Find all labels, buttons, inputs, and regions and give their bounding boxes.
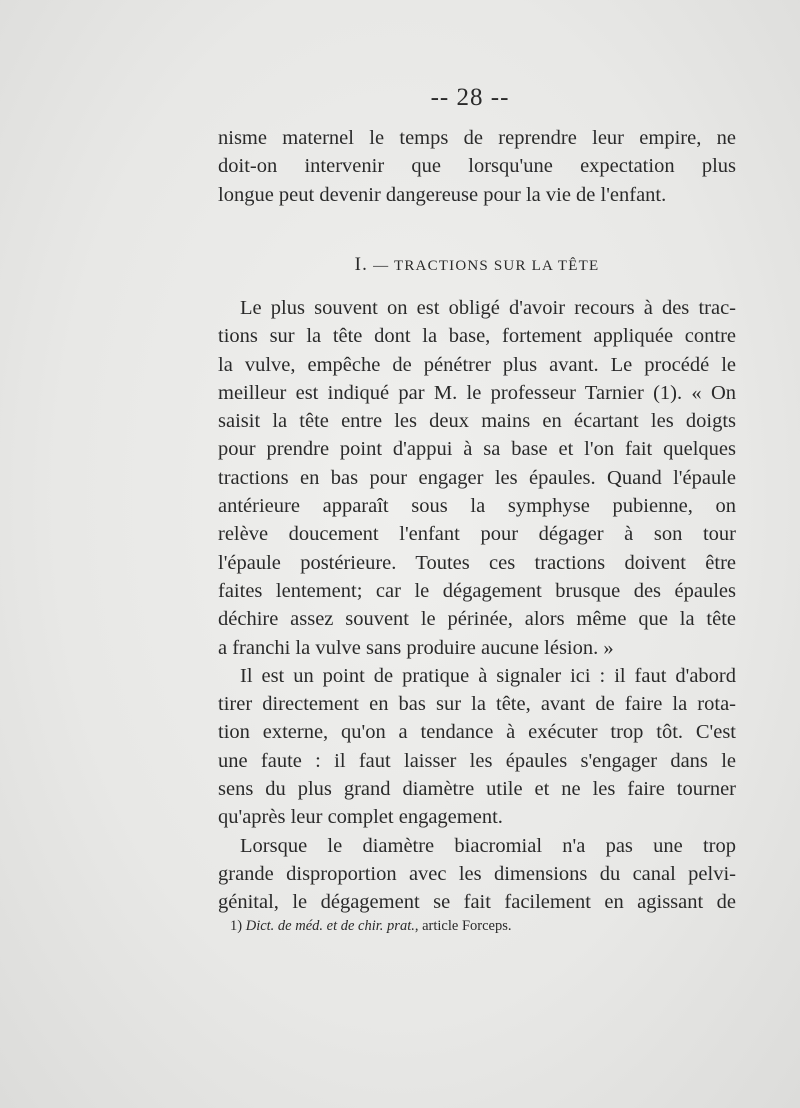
section-heading	[218, 254, 736, 276]
text-line: Le plus souvent on est obligé d'avoir recours à des trac-	[240, 297, 736, 319]
text-line: grande disproportion avec les dimensions du canal pelvi-	[218, 862, 736, 885]
text-line: qu'après leur complet engagement.	[218, 806, 503, 829]
text-line: nisme maternel le temps de reprendre leur empire, ne	[218, 127, 736, 149]
footnote-citation: Dict. de méd. et de chir. prat.	[245, 918, 415, 934]
footnote-marker: 1)	[230, 918, 243, 934]
text-line: faites lentement; car le dégagement brusque des épaules	[218, 579, 736, 602]
page-number: -- 28 --	[430, 84, 510, 111]
text-line: la vulve, empêche de pénétrer plus avant. Le procédé le	[218, 353, 736, 376]
text-line: génital, le dégagement se fait facilement en agissant de	[218, 891, 736, 914]
text-line: a franchi la vulve sans produire aucune lésion. »	[218, 636, 614, 659]
text-line: tirer directement en bas sur la tête, avant de faire la rota-	[218, 693, 736, 716]
text-line: relève doucement l'enfant pour dégager à son tour	[218, 523, 736, 546]
footnote	[230, 918, 512, 935]
text-line: Il est un point de pratique à signaler ici : il faut d'abord	[240, 664, 736, 687]
text-line: l'épaule postérieure. Toutes ces tractions doivent être	[218, 551, 736, 574]
text-line: tions sur la tête dont la base, fortement appliquée contre	[218, 325, 736, 348]
body-text	[218, 294, 736, 917]
text-line: sens du plus grand diamètre utile et ne les faire tourner	[218, 778, 736, 801]
text-line: saisit la tête entre les deux mains en écartant les doigts	[218, 410, 736, 433]
section-numeral: I.	[354, 254, 369, 275]
text-line: tion externe, qu'on a tendance à exécuter trop tôt. C'est	[218, 721, 736, 744]
text-line: Lorsque le diamètre biacromial n'a pas une trop	[240, 834, 736, 857]
text-line: une faute : il faut laisser les épaules s'engager dans le	[218, 749, 736, 772]
text-line: antérieure apparaît sous la symphyse pubienne, on	[218, 495, 736, 518]
text-line: tractions en bas pour engager les épaules. Quand l'épaule	[218, 466, 736, 489]
text-line: pour prendre point d'appui à sa base et l'on fait quelques	[218, 438, 736, 461]
text-line: meilleur est indiqué par M. le professeur Tarnier (1). « On	[218, 381, 736, 404]
section-title: — TRACTIONS SUR LA TÊTE	[373, 258, 600, 274]
text-line: déchire assez souvent le périnée, alors même que la tête	[218, 608, 736, 631]
text-line: doit-on intervenir que lorsqu'une expectation plus	[218, 155, 736, 178]
text-line: longue peut devenir dangereuse pour la vie de l'enfant.	[218, 183, 667, 206]
intro-paragraph	[218, 124, 736, 209]
footnote-article: , article Forceps.	[414, 918, 512, 934]
